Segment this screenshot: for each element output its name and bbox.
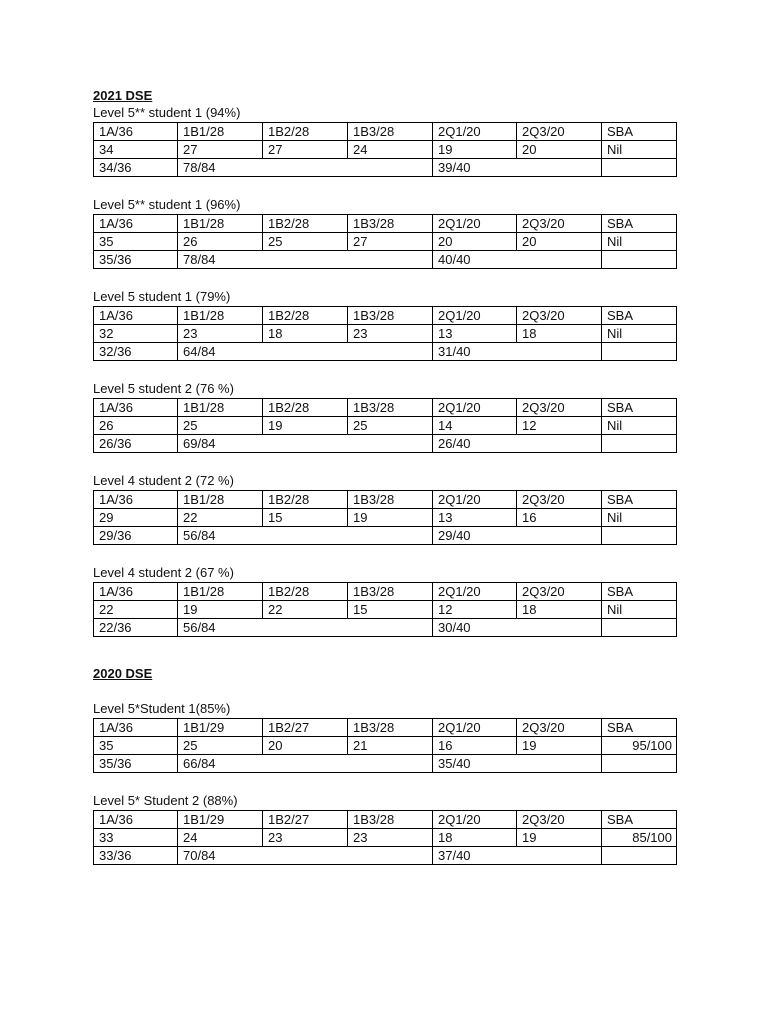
total-cell bbox=[602, 619, 677, 637]
table-row bbox=[94, 737, 677, 755]
score-cell: Nil bbox=[602, 601, 677, 619]
header-cell: 1B2/28 bbox=[263, 307, 348, 325]
year-heading: 2020 DSE bbox=[93, 666, 153, 681]
header-cell: 2Q3/20 bbox=[517, 307, 602, 325]
header-cell: 2Q1/20 bbox=[433, 811, 517, 829]
header-cell: 2Q1/20 bbox=[433, 719, 517, 737]
score-cell: 23 bbox=[348, 829, 433, 847]
totals-row bbox=[94, 435, 677, 453]
student-section bbox=[93, 196, 676, 269]
header-cell: 1B1/28 bbox=[178, 399, 263, 417]
table-header-row bbox=[94, 307, 677, 325]
total-cell: 26/36 bbox=[94, 435, 178, 453]
score-cell: Nil bbox=[602, 325, 677, 343]
score-cell: 33 bbox=[94, 829, 178, 847]
total-cell bbox=[602, 435, 677, 453]
score-cell: 29 bbox=[94, 509, 178, 527]
header-cell: 2Q1/20 bbox=[433, 123, 517, 141]
header-cell: 1B3/28 bbox=[348, 307, 433, 325]
score-cell: 25 bbox=[178, 417, 263, 435]
total-cell: 39/40 bbox=[433, 159, 602, 177]
header-cell: 1B2/27 bbox=[263, 719, 348, 737]
total-cell: 69/84 bbox=[178, 435, 433, 453]
student-section bbox=[93, 700, 676, 773]
score-cell: 22 bbox=[178, 509, 263, 527]
header-cell: 1A/36 bbox=[94, 215, 178, 233]
score-cell: 34 bbox=[94, 141, 178, 159]
header-cell: 2Q3/20 bbox=[517, 123, 602, 141]
table-header-row bbox=[94, 811, 677, 829]
total-cell bbox=[602, 755, 677, 773]
score-cell: 24 bbox=[178, 829, 263, 847]
score-cell: 85/100 bbox=[602, 829, 677, 847]
score-cell: 20 bbox=[433, 233, 517, 251]
table-row bbox=[94, 829, 677, 847]
score-cell: 19 bbox=[517, 737, 602, 755]
header-cell: SBA bbox=[602, 491, 677, 509]
total-cell: 66/84 bbox=[178, 755, 433, 773]
total-cell: 30/40 bbox=[433, 619, 602, 637]
score-cell: 22 bbox=[263, 601, 348, 619]
total-cell: 29/36 bbox=[94, 527, 178, 545]
header-cell: SBA bbox=[602, 399, 677, 417]
header-cell: 1B2/28 bbox=[263, 491, 348, 509]
table-row bbox=[94, 509, 677, 527]
score-cell: 32 bbox=[94, 325, 178, 343]
table-row bbox=[94, 233, 677, 251]
student-section bbox=[93, 104, 676, 177]
score-cell: 27 bbox=[178, 141, 263, 159]
header-cell: 2Q3/20 bbox=[517, 215, 602, 233]
table-row bbox=[94, 141, 677, 159]
score-table bbox=[93, 306, 677, 361]
table-header-row bbox=[94, 123, 677, 141]
score-cell: 35 bbox=[94, 233, 178, 251]
header-cell: 2Q1/20 bbox=[433, 215, 517, 233]
total-cell: 37/40 bbox=[433, 847, 602, 865]
total-cell: 40/40 bbox=[433, 251, 602, 269]
total-cell bbox=[602, 159, 677, 177]
student-title: Level 5 student 2 (76 %) bbox=[93, 381, 234, 396]
year-heading: 2021 DSE bbox=[93, 88, 153, 103]
score-cell: 23 bbox=[178, 325, 263, 343]
total-cell bbox=[602, 527, 677, 545]
score-table bbox=[93, 718, 677, 773]
header-cell: SBA bbox=[602, 307, 677, 325]
student-title: Level 4 student 2 (72 %) bbox=[93, 473, 234, 488]
header-cell: SBA bbox=[602, 583, 677, 601]
score-cell: 20 bbox=[517, 233, 602, 251]
score-cell: Nil bbox=[602, 141, 677, 159]
header-cell: 1A/36 bbox=[94, 399, 178, 417]
score-cell: 20 bbox=[517, 141, 602, 159]
score-table bbox=[93, 214, 677, 269]
score-cell: 16 bbox=[517, 509, 602, 527]
spacer bbox=[93, 682, 676, 700]
header-cell: 1B3/28 bbox=[348, 491, 433, 509]
header-cell: 1B3/28 bbox=[348, 399, 433, 417]
score-cell: Nil bbox=[602, 509, 677, 527]
student-title: Level 5** student 1 (94%) bbox=[93, 105, 241, 120]
header-cell: 1B1/28 bbox=[178, 307, 263, 325]
score-table bbox=[93, 810, 677, 865]
totals-row bbox=[94, 619, 677, 637]
score-cell: 26 bbox=[94, 417, 178, 435]
table-header-row bbox=[94, 583, 677, 601]
score-cell: 21 bbox=[348, 737, 433, 755]
score-table bbox=[93, 398, 677, 453]
header-cell: 1B2/28 bbox=[263, 215, 348, 233]
header-cell: 1B2/27 bbox=[263, 811, 348, 829]
total-cell: 29/40 bbox=[433, 527, 602, 545]
score-cell: 12 bbox=[433, 601, 517, 619]
total-cell: 70/84 bbox=[178, 847, 433, 865]
score-cell: 25 bbox=[263, 233, 348, 251]
header-cell: 1B1/28 bbox=[178, 123, 263, 141]
total-cell: 26/40 bbox=[433, 435, 602, 453]
header-cell: 2Q3/20 bbox=[517, 399, 602, 417]
table-row bbox=[94, 417, 677, 435]
spacer bbox=[93, 656, 676, 666]
score-table bbox=[93, 122, 677, 177]
student-title: Level 5*Student 1(85%) bbox=[93, 701, 231, 716]
total-cell: 33/36 bbox=[94, 847, 178, 865]
total-cell: 32/36 bbox=[94, 343, 178, 361]
table-header-row bbox=[94, 399, 677, 417]
score-cell: 19 bbox=[178, 601, 263, 619]
header-cell: 1B3/28 bbox=[348, 811, 433, 829]
score-cell: 12 bbox=[517, 417, 602, 435]
header-cell: 1A/36 bbox=[94, 719, 178, 737]
score-cell: 20 bbox=[263, 737, 348, 755]
score-cell: 27 bbox=[348, 233, 433, 251]
total-cell: 56/84 bbox=[178, 527, 433, 545]
score-cell: 26 bbox=[178, 233, 263, 251]
score-cell: 13 bbox=[433, 509, 517, 527]
header-cell: SBA bbox=[602, 123, 677, 141]
header-cell: 1B1/29 bbox=[178, 811, 263, 829]
score-cell: 18 bbox=[517, 325, 602, 343]
header-cell: 1B3/28 bbox=[348, 583, 433, 601]
score-cell: Nil bbox=[602, 417, 677, 435]
student-section bbox=[93, 472, 676, 545]
score-cell: 19 bbox=[348, 509, 433, 527]
total-cell: 34/36 bbox=[94, 159, 178, 177]
score-cell: 24 bbox=[348, 141, 433, 159]
header-cell: 1B1/28 bbox=[178, 215, 263, 233]
score-cell: 23 bbox=[348, 325, 433, 343]
score-cell: 19 bbox=[433, 141, 517, 159]
header-cell: 2Q3/20 bbox=[517, 491, 602, 509]
score-document bbox=[93, 88, 676, 884]
total-cell bbox=[602, 343, 677, 361]
score-cell: 27 bbox=[263, 141, 348, 159]
header-cell: 1B1/28 bbox=[178, 583, 263, 601]
header-cell: 1B2/28 bbox=[263, 583, 348, 601]
score-cell: 15 bbox=[348, 601, 433, 619]
student-title: Level 5** student 1 (96%) bbox=[93, 197, 241, 212]
score-cell: 22 bbox=[94, 601, 178, 619]
score-cell: Nil bbox=[602, 233, 677, 251]
total-cell: 35/36 bbox=[94, 251, 178, 269]
total-cell: 35/36 bbox=[94, 755, 178, 773]
header-cell: 2Q3/20 bbox=[517, 811, 602, 829]
header-cell: 1A/36 bbox=[94, 811, 178, 829]
header-cell: 1B3/28 bbox=[348, 215, 433, 233]
total-cell bbox=[602, 847, 677, 865]
header-cell: 1A/36 bbox=[94, 123, 178, 141]
header-cell: 1B2/28 bbox=[263, 399, 348, 417]
table-header-row bbox=[94, 491, 677, 509]
header-cell: 1A/36 bbox=[94, 307, 178, 325]
score-cell: 18 bbox=[517, 601, 602, 619]
table-header-row bbox=[94, 719, 677, 737]
student-title: Level 5 student 1 (79%) bbox=[93, 289, 231, 304]
header-cell: 1B1/28 bbox=[178, 491, 263, 509]
totals-row bbox=[94, 527, 677, 545]
header-cell: 1A/36 bbox=[94, 491, 178, 509]
score-cell: 15 bbox=[263, 509, 348, 527]
total-cell: 78/84 bbox=[178, 251, 433, 269]
header-cell: SBA bbox=[602, 811, 677, 829]
table-row bbox=[94, 325, 677, 343]
total-cell: 64/84 bbox=[178, 343, 433, 361]
score-table bbox=[93, 490, 677, 545]
total-cell: 31/40 bbox=[433, 343, 602, 361]
score-cell: 19 bbox=[517, 829, 602, 847]
student-section bbox=[93, 288, 676, 361]
total-cell: 78/84 bbox=[178, 159, 433, 177]
header-cell: 1B3/28 bbox=[348, 123, 433, 141]
score-cell: 23 bbox=[263, 829, 348, 847]
header-cell: SBA bbox=[602, 719, 677, 737]
header-cell: 2Q3/20 bbox=[517, 719, 602, 737]
total-cell bbox=[602, 251, 677, 269]
student-section bbox=[93, 564, 676, 637]
score-cell: 18 bbox=[263, 325, 348, 343]
score-cell: 25 bbox=[348, 417, 433, 435]
header-cell: SBA bbox=[602, 215, 677, 233]
score-cell: 13 bbox=[433, 325, 517, 343]
total-cell: 56/84 bbox=[178, 619, 433, 637]
student-title: Level 5* Student 2 (88%) bbox=[93, 793, 238, 808]
score-cell: 14 bbox=[433, 417, 517, 435]
score-cell: 35 bbox=[94, 737, 178, 755]
table-row bbox=[94, 601, 677, 619]
header-cell: 2Q1/20 bbox=[433, 399, 517, 417]
header-cell: 2Q1/20 bbox=[433, 307, 517, 325]
score-cell: 16 bbox=[433, 737, 517, 755]
header-cell: 2Q3/20 bbox=[517, 583, 602, 601]
totals-row bbox=[94, 755, 677, 773]
totals-row bbox=[94, 847, 677, 865]
total-cell: 22/36 bbox=[94, 619, 178, 637]
score-cell: 19 bbox=[263, 417, 348, 435]
score-cell: 25 bbox=[178, 737, 263, 755]
header-cell: 2Q1/20 bbox=[433, 491, 517, 509]
totals-row bbox=[94, 251, 677, 269]
score-table bbox=[93, 582, 677, 637]
total-cell: 35/40 bbox=[433, 755, 602, 773]
header-cell: 1B3/28 bbox=[348, 719, 433, 737]
header-cell: 2Q1/20 bbox=[433, 583, 517, 601]
header-cell: 1B2/28 bbox=[263, 123, 348, 141]
header-cell: 1B1/29 bbox=[178, 719, 263, 737]
score-cell: 95/100 bbox=[602, 737, 677, 755]
totals-row bbox=[94, 159, 677, 177]
totals-row bbox=[94, 343, 677, 361]
table-header-row bbox=[94, 215, 677, 233]
header-cell: 1A/36 bbox=[94, 583, 178, 601]
student-section bbox=[93, 792, 676, 865]
score-cell: 18 bbox=[433, 829, 517, 847]
student-title: Level 4 student 2 (67 %) bbox=[93, 565, 234, 580]
student-section bbox=[93, 380, 676, 453]
